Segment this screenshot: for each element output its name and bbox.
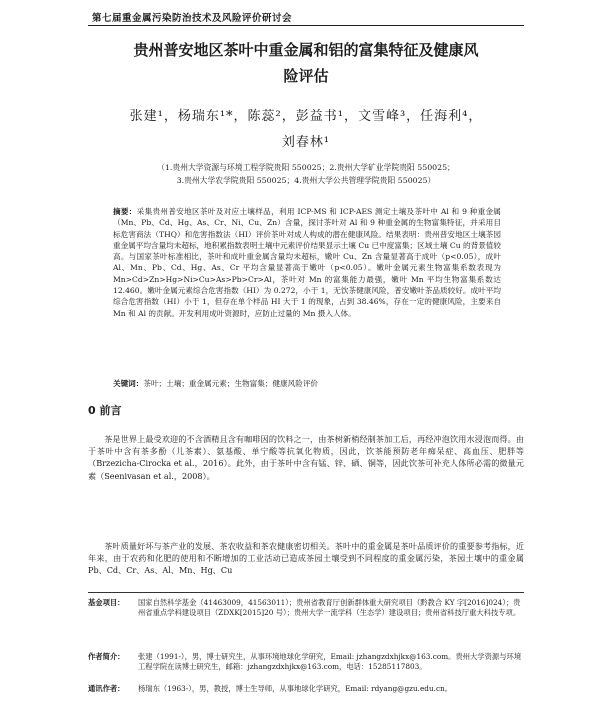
author-bio-label: 作者简介：	[88, 652, 125, 661]
header-rule	[88, 25, 524, 26]
author-bio-text: 张建（1991-），男，博士研究生，从事环境地球化学研究，Email: jzhangzdxhjkx@163.com。贵州大学资源与环境工程学院在读博士研究生，邮箱：jzhangzdxhjkx@163.com，电话：15285117803。	[138, 652, 522, 672]
corresponding-text: 杨瑞东（1963-），男，教授，博士生导师，从事地球化学研究，Email: rdyang@gzu.edu.cn。	[138, 684, 453, 693]
affiliation-line-1: （1.贵州大学资源与环境工程学院贵阳 550025；2.贵州大学矿业学院贵阳 550025；	[157, 163, 455, 172]
section-heading-introduction: 0 前言	[88, 404, 122, 417]
corresponding-label: 通讯作者：	[88, 684, 125, 693]
keywords	[113, 378, 501, 389]
funding-text: 国家自然科学基金（41463009，41563011）；贵州省教育厅创新群体重大研究项目（黔教合 KY 字[2016]024）；贵州省重点学科建设项目（ZDXK[2015]20 号）；贵州大学一流学科（生态学）建设项目；贵州省科技厅重大科技专项。	[138, 598, 521, 618]
abstract-label: 摘要：	[113, 207, 137, 216]
keywords-text: 茶叶；土壤；重金属元素；生物富集；健康风险评价	[143, 379, 319, 388]
footnote-author-bio	[88, 652, 524, 672]
running-head: 第七届重金属污染防治技术及风险评价研讨会	[92, 13, 293, 24]
abstract-text: 采集贵州普安地区茶叶及对应土壤样品，利用 ICP-MS 和 ICP-AES 测定土壤及茶叶中 Al 和 9 种重金属（Mn、Pb、Cd、Hg、As、Cr、Ni、Cu、Zn）含量，探讨茶叶对 Al 和 9 种重金属的生物富集特征，并采用目标危害商法（THQ）和危害指数法（HI）评价茶叶对成人构成的潜在健康风险。结果表明：贵州普安地区土壤茶园重金属平均含量均未超标，地积累指数表明土壤中元素评价结果显示土壤 Cu 已中度富集；区域土壤 Cu 的背景值较高。与国家茶叶标准相比，茶叶和成叶重金属含量均未超标，嫩叶 Cu、Zn 含量显著高于成叶（p<0.05），成叶 Al、Mn、Pb、Cd、Hg、As、Cr 平均含量显著高于嫩叶（p<0.05）。嫩叶金属元素生物富集系数表现为 Mn>Cd>Zn>Hg>Ni>Cu>As>Pb>Cr>Al，茶叶对 Mn 的富集能力最强，嫩叶 Mn 平均生物富集系数达 12.460。嫩叶金属元素综合危害指数（HI）为 0.272，小于 1，无饮茶健康风险，普安嫩叶茶品质较好。成叶平均综合危害指数（HI）小于 1，但存在单个样品 HI 大于 1 的现象，占到 38.46%，存在一定的健康风险，主要来自 Mn 和 Al 的贡献。开发利用成叶资源时，应防止过量的 Mn 摄入人体。	[113, 207, 501, 318]
keywords-label: 关键词：	[113, 379, 144, 388]
abstract	[113, 206, 501, 319]
body-paragraph-2: 茶叶质量好坏与茶产业的发展、茶农收益和茶农健康密切相关。茶叶中的重金属是茶叶品质评价的重要参考指标，近年来，由于农药和化肥的使用和不断增加的工业活动已造成茶园土壤受到不同程度的重金属污染，茶园土壤中的重金属 Pb、Cd、Cr、As、Al、Mn、Hg、Cu	[88, 541, 524, 576]
affiliation-line-2: 3.贵州大学农学院贵阳 550025；4.贵州大学公共管理学院贵阳 550025）	[176, 176, 436, 185]
footnote-rule	[88, 592, 524, 593]
footnote-funding	[88, 598, 524, 618]
paper-title-line-2: 险评估	[283, 67, 329, 85]
funding-label: 基金项目：	[88, 598, 125, 607]
author-list-line-1: 张建¹，杨瑞东¹*，陈蕊²，彭益书¹，文雪峰³，任海利⁴，	[129, 109, 483, 124]
footnote-corresponding-author	[88, 684, 524, 694]
paper-title-line-1: 贵州普安地区茶叶中重金属和铝的富集特征及健康风	[133, 41, 479, 59]
author-list-line-2: 刘春林¹	[281, 135, 331, 150]
body-paragraph-1: 茶是世界上最受欢迎的不含酒精且含有咖啡因的饮料之一，由茶树新梢经制茶加工后，再经冲泡饮用水浸泡而得。由于茶叶中含有茶多酚（儿茶素）、氨基酸、单宁酸等抗氧化物质，因此，饮茶能预防老年痴呆症、高血压、肥胖等（Brzezicha-Cirocka et al.，2016）。此外，由于茶叶中含有锰、锌、硒、铜等，因此饮茶可补充人体所必需的微量元素（Seenivasan et al.，2008）。	[88, 434, 524, 481]
